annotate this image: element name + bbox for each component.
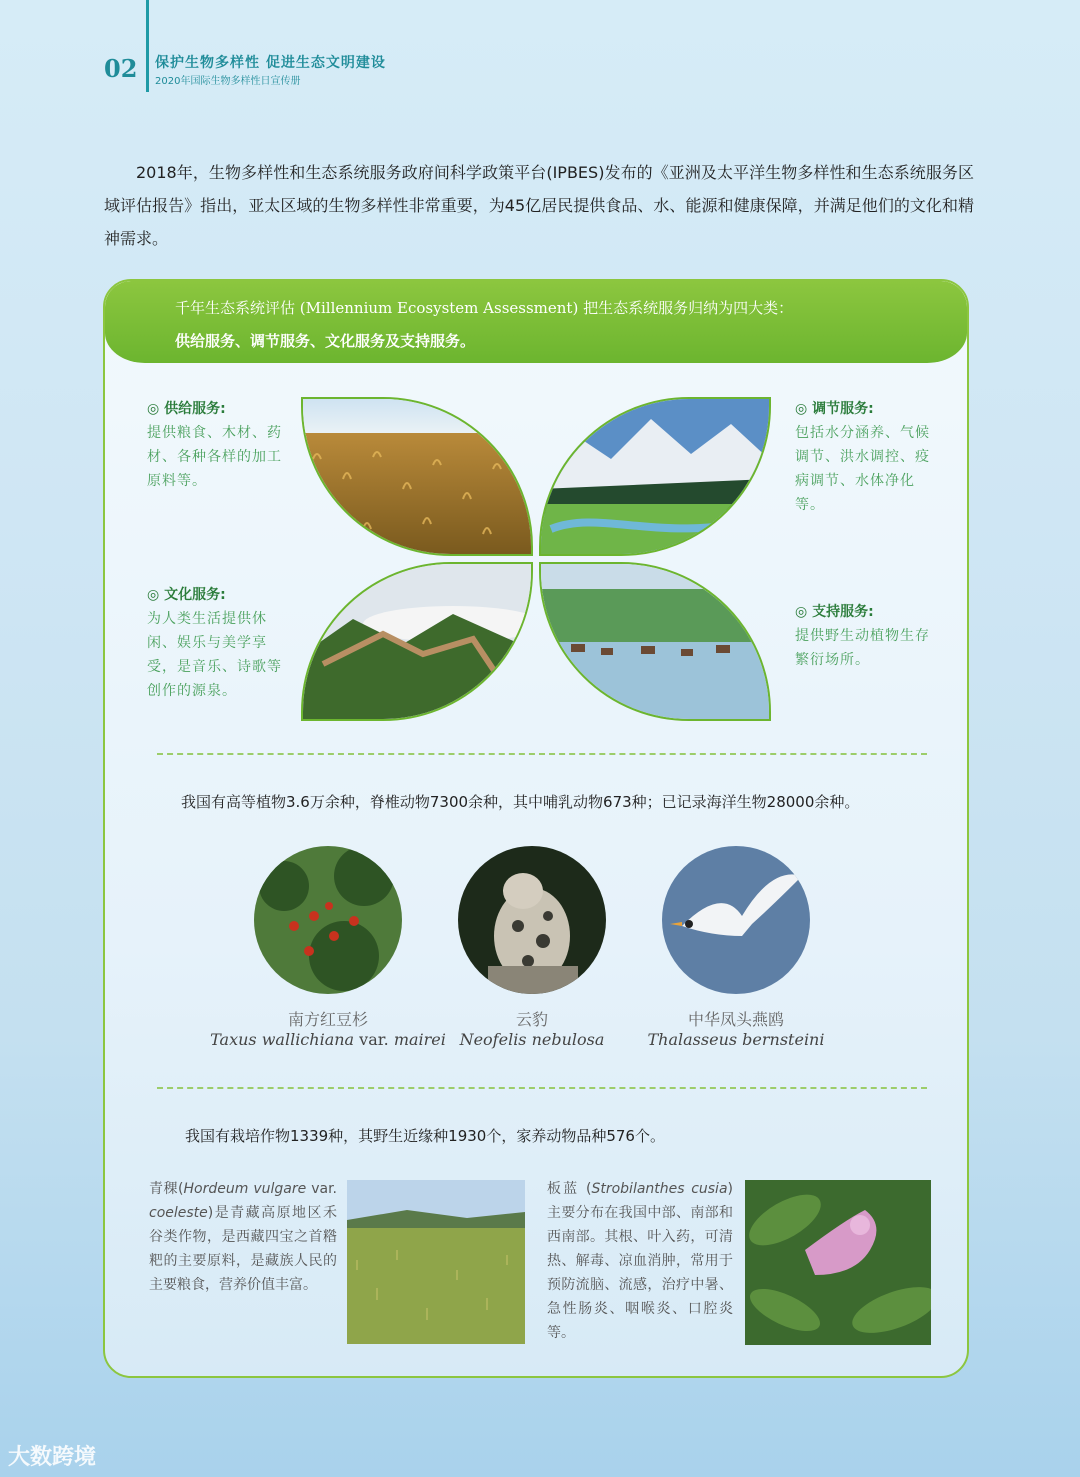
page-number: 02: [104, 54, 138, 83]
card-heading: [105, 281, 967, 363]
service-supporting-title: ◎ 支持服务:: [795, 604, 874, 620]
crested-tern-photo: [662, 846, 810, 994]
species-2-latin-name: Neofelis nebulosa: [459, 1030, 605, 1049]
section-divider-2: [157, 1087, 927, 1089]
header-rule: [146, 0, 149, 92]
banlan-photo: [745, 1180, 931, 1345]
intro-paragraph: 2018年，生物多样性和生态系统服务政府间科学政策平台(IPBES)发布的《亚洲及太平洋生物多样性和生态系统服务区域评估报告》指出，亚太区域的生物多样性非常重要，为45亿居民提供食品、水、能源和健康保障，并满足他们的文化和精神需求。: [104, 163, 974, 248]
service-cultural-title: ◎ 文化服务:: [147, 587, 226, 603]
service-cultural-desc: 为人类生活提供休闲、娱乐与美学享受，是音乐、诗歌等创作的源泉。: [147, 611, 282, 699]
mountain-lake-image: [539, 397, 771, 556]
card-heading-line2: 供给服务、调节服务、文化服务及支持服务。: [175, 332, 476, 350]
header-title: 保护生物多样性 促进生态文明建设: [155, 55, 386, 71]
qingke-photo: [347, 1180, 525, 1344]
banlan-description: 板蓝 (Strobilanthes cusia)主要分布在我国中部、南部和西南部。其根、叶入药，可清热、解毒、凉血消肿，常用于预防流脑、流感，治疗中暑、急性肠炎、咽喉炎、口腔炎等。: [547, 1181, 733, 1341]
section-divider-1: [157, 753, 927, 755]
species-3-cn-name: 中华凤头燕鸥: [687, 1010, 784, 1029]
service-regulating-title: ◎ 调节服务:: [795, 401, 874, 417]
content-card: [103, 279, 969, 1378]
service-regulating-desc: 包括水分涵养、气候调节、洪水调控、疫病调节、水体净化等。: [795, 425, 930, 513]
wetland-deer-image: [539, 562, 771, 721]
great-wall-image: [301, 562, 533, 721]
service-provisioning-desc: 提供粮食、木材、药材、各种各样的加工原料等。: [147, 425, 282, 489]
clouded-leopard-photo: [458, 846, 606, 994]
species-statistics: 我国有高等植物3.6万余种，脊椎动物7300余种，其中哺乳动物673种；已记录海洋生物28000余种。: [181, 793, 860, 811]
species-2-cn-name: 云豹: [515, 1010, 548, 1029]
species-3-latin-name: Thalasseus bernsteini: [647, 1030, 825, 1049]
crop-statistics: 我国有栽培作物1339种，其野生近缘种1930个，家养动物品种576个。: [185, 1127, 665, 1145]
species-1-latin-name: Taxus wallichiana var. mairei: [210, 1030, 446, 1049]
service-supporting-desc: 提供野生动植物生存繁衍场所。: [795, 628, 930, 668]
watermark: 大数跨境: [8, 1445, 97, 1470]
wheat-field-image: [301, 397, 533, 556]
species-1-cn-name: 南方红豆杉: [287, 1010, 368, 1029]
yew-photo: [254, 846, 402, 994]
header-subtitle: 2020年国际生物多样性日宣传册: [155, 76, 301, 87]
qingke-description: 青稞(Hordeum vulgare var. coeleste)是青藏高原地区禾谷类作物，是西藏四宝之首糌粑的主要原料，是藏族人民的主要粮食，营养价值丰富。: [149, 1181, 338, 1293]
service-provisioning-title: ◎ 供给服务:: [147, 401, 226, 417]
card-heading-line1: 千年生态系统评估 (Millennium Ecosystem Assessment) 把生态系统服务归纳为四大类：: [175, 299, 794, 317]
